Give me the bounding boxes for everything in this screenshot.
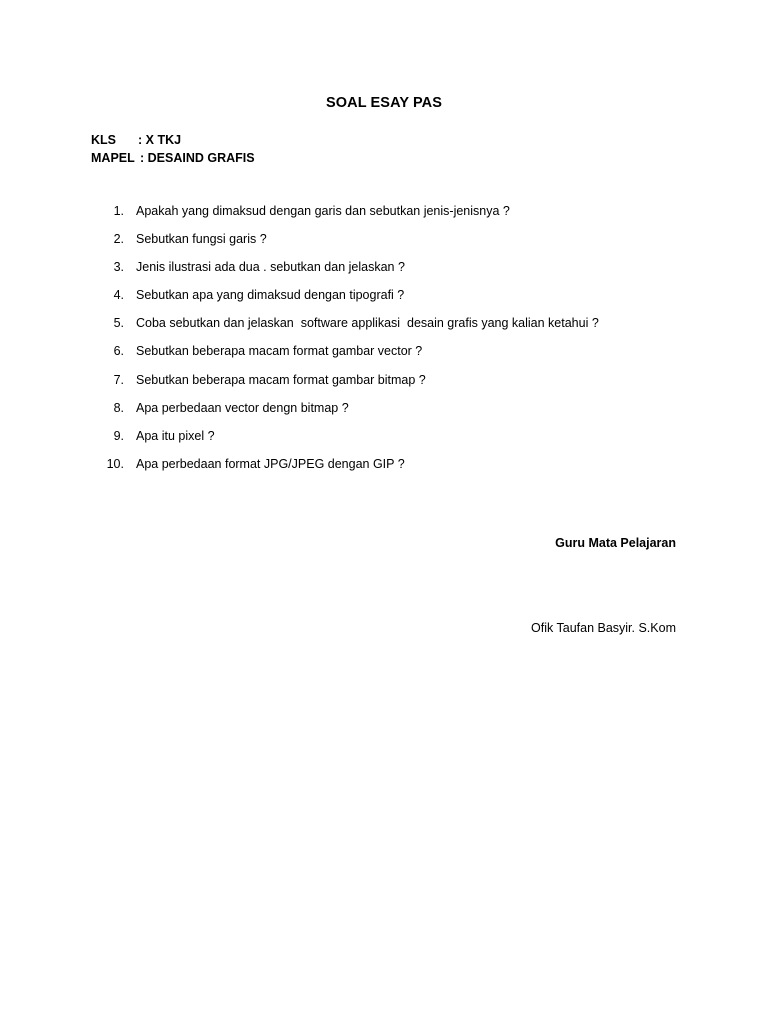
meta-value: : DESAIND GRAFIS [140, 151, 255, 165]
list-item [0, 455, 768, 483]
question-number: 8. [113, 400, 124, 415]
question-text: Sebutkan fungsi garis ? [136, 232, 267, 247]
question-text: Sebutkan beberapa macam format gambar bitmap ? [136, 372, 426, 387]
question-text: Apakah yang dimaksud dengan garis dan sebutkan jenis-jenisnya ? [136, 204, 510, 218]
question-text: Sebutkan beberapa macam format gambar vector ? [136, 344, 423, 359]
list-item [0, 202, 768, 230]
question-number: 9. [113, 428, 124, 443]
list-item [0, 371, 768, 399]
list-item [0, 399, 768, 427]
list-item [0, 230, 768, 258]
list-item [0, 427, 768, 455]
question-text: Apa perbedaan vector dengn bitmap ? [136, 400, 349, 415]
question-number: 4. [113, 288, 124, 303]
question-number: 6. [113, 344, 124, 359]
list-item [0, 342, 768, 370]
question-text: Sebutkan apa yang dimaksud dengan tipografi ? [136, 288, 405, 303]
list-item [0, 286, 768, 314]
question-text: Apa itu pixel ? [136, 428, 215, 443]
meta-label: KLS [91, 133, 116, 147]
question-text: Coba sebutkan dan jelaskan software applikasi desain grafis yang kalian ketahui ? [136, 316, 599, 331]
question-number: 7. [113, 372, 124, 387]
question-list [0, 202, 768, 483]
question-number: 10. [106, 456, 124, 471]
question-number: 5. [113, 316, 124, 331]
meta-label: MAPEL [91, 151, 135, 165]
signature-name: Ofik Taufan Basyir. S.Kom [531, 621, 676, 635]
question-number: 3. [113, 260, 124, 275]
page-title: SOAL ESAY PAS [325, 95, 442, 111]
list-item [0, 314, 768, 342]
question-text: Jenis ilustrasi ada dua . sebutkan dan jelaskan ? [136, 260, 405, 275]
signature-role: Guru Mata Pelajaran [555, 536, 676, 550]
question-number: 2. [113, 232, 124, 247]
question-text: Apa perbedaan format JPG/JPEG dengan GIP ? [136, 456, 405, 471]
question-number: 1. [113, 204, 124, 218]
list-item [0, 258, 768, 286]
meta-value: : X TKJ [138, 133, 182, 147]
